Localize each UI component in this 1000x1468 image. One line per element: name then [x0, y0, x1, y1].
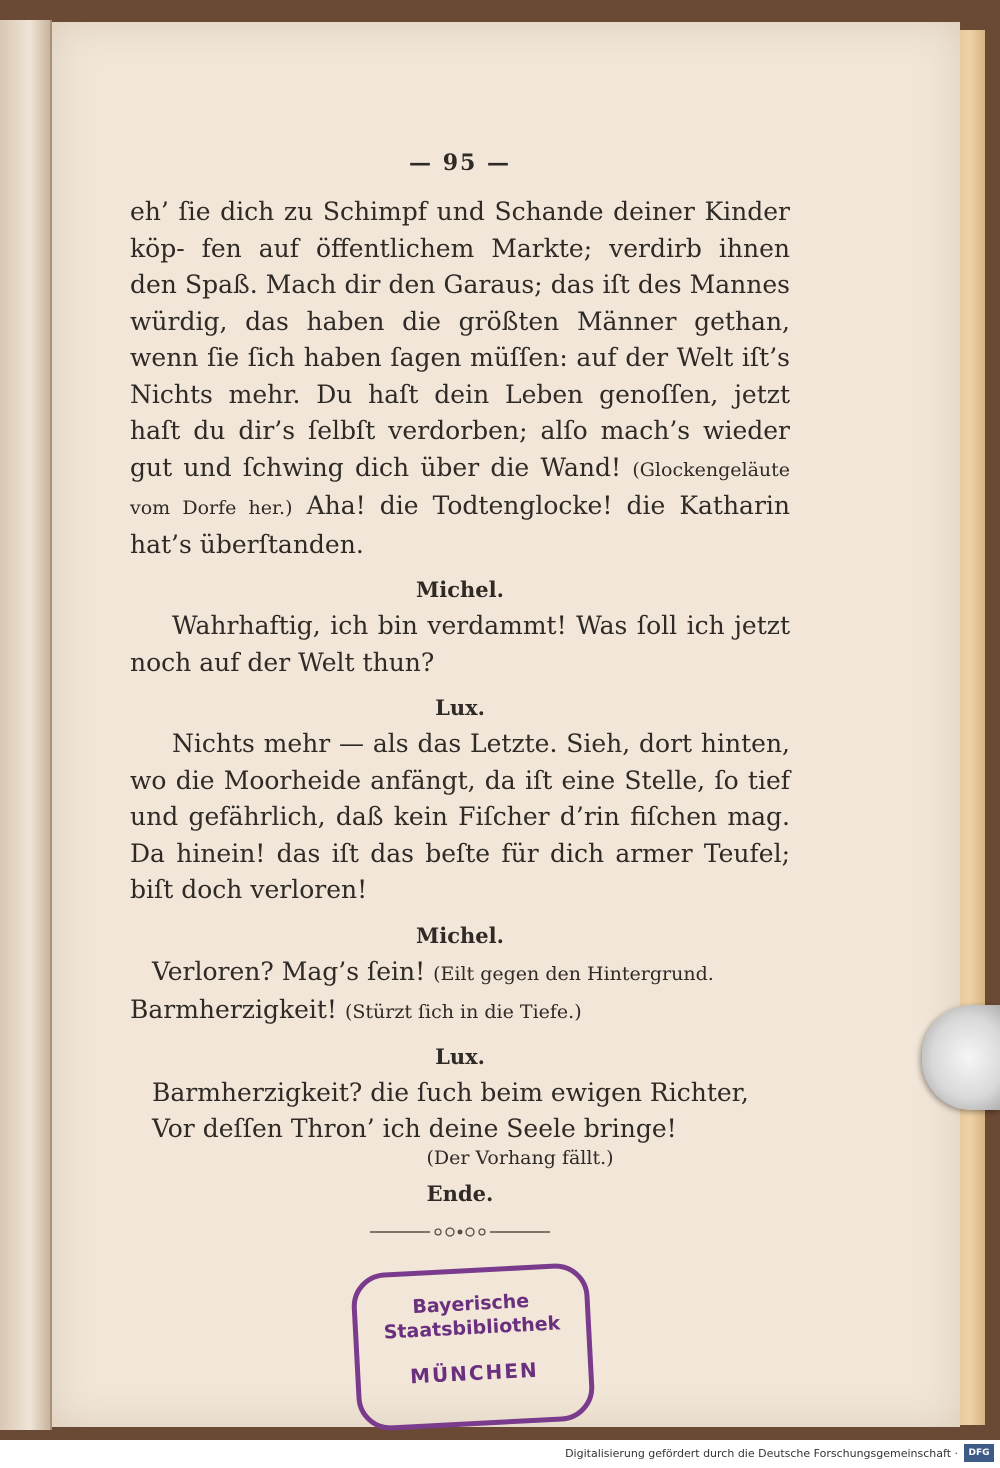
stamp-line-3: MÜNCHEN	[409, 1357, 540, 1389]
ornament-divider-icon	[370, 1224, 550, 1240]
paragraph-1	[130, 194, 790, 563]
line-verloren	[130, 954, 790, 992]
stage-direction-curtain: (Der Vorhang fällt.)	[426, 1146, 614, 1169]
verse-line-1: Barmherzigkeit? die ſuch beim ewigen Richter,	[152, 1077, 749, 1107]
speaker-lux-2: Lux.	[435, 1043, 485, 1069]
speaker-michel-1: Michel.	[416, 577, 504, 602]
verse-line-2: Vor deſſen Thron’ ich deine Seele bringe!	[152, 1113, 677, 1143]
footer-credit: Digitalisierung gefördert durch die Deutsche Forschungsgemeinschaft ·	[565, 1447, 958, 1460]
stamp-line-2: Staatsbibliothek	[383, 1312, 561, 1344]
speaker-lux-1: Lux.	[435, 695, 485, 720]
line-barmherzigkeit-text: Barmherzigkeit!	[130, 994, 337, 1024]
left-page-edge	[0, 20, 52, 1430]
paragraph-1-tail: Aha! die Todtenglocke! die Katharin hat’s überſtanden.	[130, 491, 790, 559]
library-stamp	[350, 1262, 596, 1432]
stamp-line-1: Bayerische	[411, 1290, 530, 1319]
ende-heading: Ende.	[426, 1180, 494, 1206]
dfg-logo-icon: DFG	[964, 1444, 994, 1462]
stage-direction-tiefe: (Stürzt ſich in die Tiefe.)	[344, 1000, 582, 1023]
stage-direction-bells: (Glockengeläute vom Dorfe her.)	[130, 458, 791, 519]
page-content	[130, 150, 790, 1240]
line-barmherzigkeit	[130, 992, 790, 1030]
paragraph-2: Wahrhaftig, ich bin verdammt! Was ſoll ich jetzt noch auf der Welt thun?	[130, 611, 790, 677]
line-verloren-text: Verloren? Mag’s ſein!	[152, 956, 426, 986]
speaker-michel-2: Michel.	[416, 922, 504, 948]
stage-direction-hintergrund: (Eilt gegen den Hintergrund.	[433, 962, 714, 985]
paragraph-1-text: eh’ ſie dich zu Schimpf und Schande deiner Kinder köp- fen auf öffentlichem Markte; verdirb ihnen den Spaß. Mach dir den Garaus; das iſt des Mannes würdig, das haben die größten Männer gethan, wenn ſie ſich haben ſagen müſſen: auf der Welt iſt’s Nichts mehr. Du haſt dein Leben genoſſen, jetzt haſt du dir’s ſelbſt verdorben; alſo mach’s wieder gut und ſchwing dich über die Wand!	[130, 197, 790, 482]
page-number: — 95 —	[409, 150, 511, 176]
paragraph-3: Nichts mehr — als das Letzte. Sieh, dort hinten, wo die Moorheide anfängt, da iſt eine Stelle, ſo tief und gefährlich, daß kein Fiſcher d’rin fiſchen mag. Da hinein! das iſt das beſte für dich armer Teufel; biſt doch verloren!	[130, 729, 790, 904]
